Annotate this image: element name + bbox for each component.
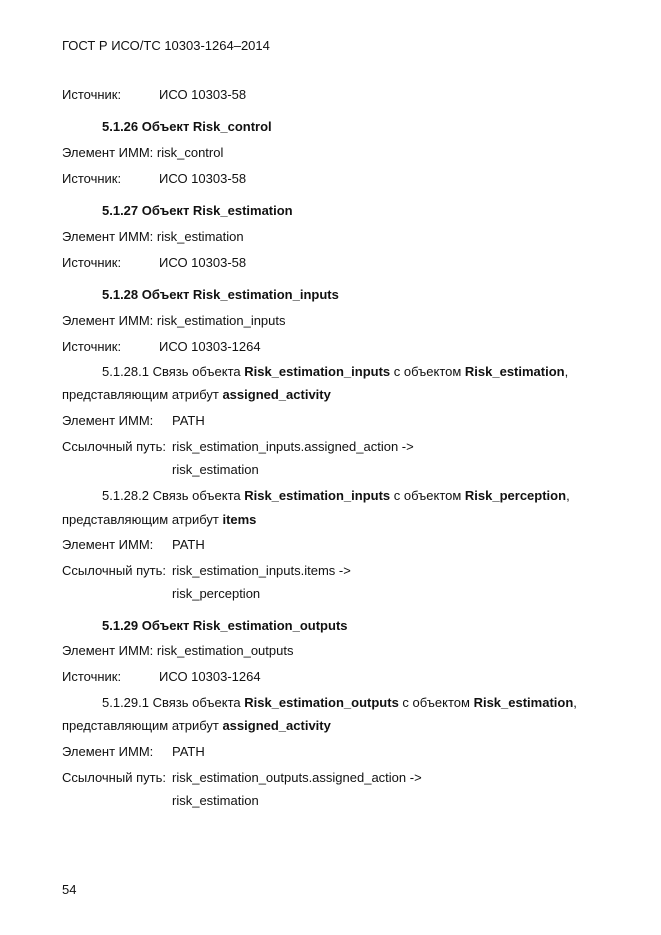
ref-path-label: Ссылочный путь: bbox=[62, 439, 166, 454]
source-label: Источник: bbox=[62, 339, 122, 354]
ref-path-value-cont: risk_perception bbox=[172, 586, 261, 601]
ref-path-row bbox=[62, 563, 351, 579]
element-imm-label: Элемент ИММ: bbox=[62, 643, 154, 658]
text: представляющим атрибут bbox=[62, 387, 223, 402]
entity-name: Risk_estimation_outputs bbox=[244, 695, 399, 710]
source-row bbox=[62, 171, 246, 187]
ref-path-value-cont: risk_estimation bbox=[172, 793, 259, 808]
element-imm-label: Элемент ИММ: bbox=[62, 229, 154, 244]
element-imm-row bbox=[62, 643, 293, 659]
source-row bbox=[62, 669, 261, 685]
entity-name: Risk_estimation bbox=[464, 364, 565, 379]
mapping-paragraph bbox=[102, 488, 570, 504]
section-heading: 5.1.28 Объект Risk_estimation_inputs bbox=[102, 287, 339, 302]
page-number: 54 bbox=[62, 882, 77, 897]
entity-name: Risk_perception bbox=[464, 488, 567, 503]
section-heading: 5.1.26 Объект Risk_control bbox=[102, 119, 272, 134]
attribute-name: items bbox=[222, 512, 257, 527]
element-imm-value: risk_estimation_inputs bbox=[156, 313, 286, 328]
text: с объектом bbox=[398, 695, 474, 710]
element-imm-value: risk_estimation_outputs bbox=[156, 643, 294, 658]
text: представляющим атрибут bbox=[62, 718, 223, 733]
mapping-paragraph bbox=[102, 695, 577, 711]
text: с объектом bbox=[390, 364, 465, 379]
element-imm-value: PATH bbox=[172, 413, 205, 428]
source-row bbox=[62, 87, 246, 103]
ref-path-value: risk_estimation_inputs.assigned_action -> bbox=[172, 439, 414, 454]
text: представляющим атрибут bbox=[62, 512, 223, 527]
ref-path-row bbox=[62, 439, 414, 455]
mapping-paragraph bbox=[102, 364, 568, 380]
element-imm-label: Элемент ИММ: bbox=[62, 145, 154, 160]
text: , bbox=[564, 364, 569, 379]
element-imm-label: Элемент ИММ: bbox=[62, 744, 154, 759]
ref-path-value-cont: risk_estimation bbox=[172, 462, 259, 477]
ref-path-value: risk_estimation_inputs.items -> bbox=[172, 563, 351, 578]
text: 5.1.28.2 Связь объекта bbox=[102, 488, 245, 503]
element-imm-row bbox=[62, 537, 205, 553]
source-label: Источник: bbox=[62, 171, 122, 186]
source-label: Источник: bbox=[62, 669, 122, 684]
element-imm-row bbox=[62, 145, 223, 161]
source-label: Источник: bbox=[62, 255, 122, 270]
source-value: ИСО 10303-58 bbox=[159, 171, 247, 186]
element-imm-label: Элемент ИММ: bbox=[62, 537, 154, 552]
mapping-paragraph-cont bbox=[62, 387, 331, 403]
source-row bbox=[62, 255, 246, 271]
entity-name: Risk_estimation bbox=[473, 695, 574, 710]
text: , bbox=[566, 488, 570, 503]
element-imm-row bbox=[62, 313, 286, 329]
element-imm-row bbox=[62, 413, 205, 429]
text: с объектом bbox=[390, 488, 465, 503]
element-imm-row bbox=[62, 229, 244, 245]
entity-name: Risk_estimation_inputs bbox=[244, 488, 391, 503]
attribute-name: assigned_activity bbox=[222, 387, 331, 402]
source-value: ИСО 10303-1264 bbox=[159, 339, 261, 354]
ref-path-label: Ссылочный путь: bbox=[62, 770, 166, 785]
page-header-title: ГОСТ Р ИСО/ТС 10303-1264–2014 bbox=[62, 38, 270, 53]
section-heading: 5.1.27 Объект Risk_estimation bbox=[102, 203, 293, 218]
element-imm-value: PATH bbox=[172, 537, 205, 552]
source-value: ИСО 10303-58 bbox=[159, 87, 247, 102]
text: 5.1.29.1 Связь объекта bbox=[102, 695, 245, 710]
section-heading: 5.1.29 Объект Risk_estimation_outputs bbox=[102, 618, 348, 633]
attribute-name: assigned_activity bbox=[222, 718, 331, 733]
element-imm-value: risk_control bbox=[156, 145, 224, 160]
element-imm-value: PATH bbox=[172, 744, 205, 759]
ref-path-label: Ссылочный путь: bbox=[62, 563, 166, 578]
element-imm-row bbox=[62, 744, 205, 760]
source-row bbox=[62, 339, 261, 355]
source-value: ИСО 10303-1264 bbox=[159, 669, 261, 684]
mapping-paragraph-cont bbox=[62, 512, 256, 528]
ref-path-value: risk_estimation_outputs.assigned_action -> bbox=[172, 770, 422, 785]
source-label: Источник: bbox=[62, 87, 122, 102]
element-imm-value: risk_estimation bbox=[156, 229, 244, 244]
element-imm-label: Элемент ИММ: bbox=[62, 313, 154, 328]
text: , bbox=[573, 695, 577, 710]
element-imm-label: Элемент ИММ: bbox=[62, 413, 154, 428]
entity-name: Risk_estimation_inputs bbox=[244, 364, 391, 379]
text: 5.1.28.1 Связь объекта bbox=[102, 364, 245, 379]
source-value: ИСО 10303-58 bbox=[159, 255, 247, 270]
ref-path-row bbox=[62, 770, 422, 786]
mapping-paragraph-cont bbox=[62, 718, 331, 734]
